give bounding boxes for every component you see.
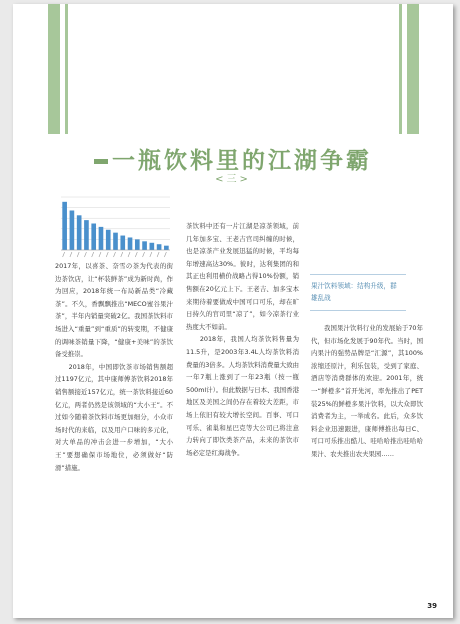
text-column-1: 2017年，以喜茶、奈雪の茶为代表的街边茶饮店，让“杯装鲜茶”成为新时尚，作为回应，2018年统一布局新品类“冷藏茶”。不久，香飘飘推出“MECO蜜谷果汁茶”，半年内销量突破2亿。我国茶饮料市场进入“重量”到“重质”的转变期，不健康的调味茶销量下降，“健康+美味”的茶饮备受推崇。 2018年，中国即饮茶市场销售额超过1197亿元，其中康师傅茶饮料2018年销售额接近157亿元，统一茶饮料接近60亿元，两者仍然是该领域的“大小王”。不过如今随着茶饮料市场更加细分，小众市场时代的来临，以及用户口味的多元化，对大单品的冲击会进一步增加，“大小王”要想确保市场地位，必须做好“防滑”措施。 xyxy=(55,262,173,472)
chart-bar xyxy=(150,243,155,250)
chart-bar xyxy=(142,241,147,250)
callout-top-rule xyxy=(310,274,406,275)
chart-bar xyxy=(77,215,82,250)
chart-bar xyxy=(113,233,118,250)
chart-tick-label-mark xyxy=(77,252,79,257)
article-title-text: 一瓶饮料里的江湖争霸 xyxy=(112,148,372,174)
chart-tick-label-mark xyxy=(135,252,137,257)
chart-tick-label-mark xyxy=(70,252,72,257)
chart-bar xyxy=(106,230,111,250)
section-callout: 果汁饮料领域：结构升级，群雄乱战 xyxy=(311,282,397,302)
chart-tick-label-mark xyxy=(121,252,123,257)
chart-bar xyxy=(164,246,169,250)
decor-bar-right-inner xyxy=(399,4,402,134)
article-part-label: <三> xyxy=(215,174,251,185)
chart-tick-label-mark xyxy=(143,252,145,257)
chart-tick-label-mark xyxy=(128,252,130,257)
decor-bar-right-outer xyxy=(407,4,419,134)
page-number: 39 xyxy=(427,602,437,610)
chart-bar xyxy=(157,244,162,250)
magazine-page xyxy=(13,4,453,618)
chart-bar xyxy=(91,224,96,251)
chart-tick-label-mark xyxy=(157,252,159,257)
chart-bar xyxy=(120,236,125,250)
decor-bar-left-inner xyxy=(65,4,68,134)
chart-bar xyxy=(128,237,133,250)
text-column-2: 茶饮料中还有一片江湖是凉茶领域，前几年加多宝、王老吉官司纠缠的时候，也是凉茶产业发展迅猛的时候，平均每年增速高达30%。彼时，达利集团的和其正也利用横价战略占得10%份额，销售额在20亿元上下。王老吉、加多宝本来期待着要做成中国可口可乐，却在旷日持久的官司里“凉了”，如今凉茶行业热度大不如前。 2018年，我国人均茶饮料售量为11.5升，是2003年3.4L人均茶饮料消费量的3倍多。人均茶饮料消费量大致由一年7瓶上涨到了一年23瓶（按一瓶500ml计）。但此数据与日本、我国香港地区及美国之间仍存在着较大差距，市场上依旧有较大增长空间。百事、可口可乐、雀巢和星巴克等大公司已将注意力转向了即饮类茶产品，未来的茶饮市场必定是红海战争。 xyxy=(186,222,299,457)
chart-bar xyxy=(84,220,89,250)
text-column-3: 我国果汁饮料行业的发展始于70年代，但市场化发展于90年代。当时，国内果汁的强势品牌是“汇源”，其100%浓缩还原汁，利乐包装，受到了家庭、酒店等消费群体的欢迎。2001年，统一“鲜橙多”首开先河，率先推出了PET装25%的鲜橙多果汁饮料，以大众即饮消费者为主，一举成名。此后，众多饮料企业迅速跟进，康师傅推出每日C、可口可乐推出酷儿、哇哈哈推出哇哈哈果汁、农夫推出农夫果园…… xyxy=(311,324,423,458)
title-dash-icon xyxy=(94,159,108,164)
callout-bottom-rule xyxy=(310,310,406,311)
chart-tick-label-mark xyxy=(150,252,152,257)
chart-tick-label-mark xyxy=(114,252,116,257)
chart-tick-label-mark xyxy=(99,252,101,257)
chart-bar xyxy=(62,202,67,250)
chart-tick-label-mark xyxy=(164,252,166,257)
chart-bar xyxy=(135,239,140,250)
bar-chart xyxy=(55,194,173,260)
decor-bar-left-outer xyxy=(48,4,60,134)
chart-tick-label-mark xyxy=(92,252,94,257)
chart-tick-label-mark xyxy=(63,252,65,257)
chart-tick-label-mark xyxy=(84,252,86,257)
chart-bar xyxy=(70,210,75,250)
chart-tick-label-mark xyxy=(106,252,108,257)
chart-bar xyxy=(99,227,104,250)
